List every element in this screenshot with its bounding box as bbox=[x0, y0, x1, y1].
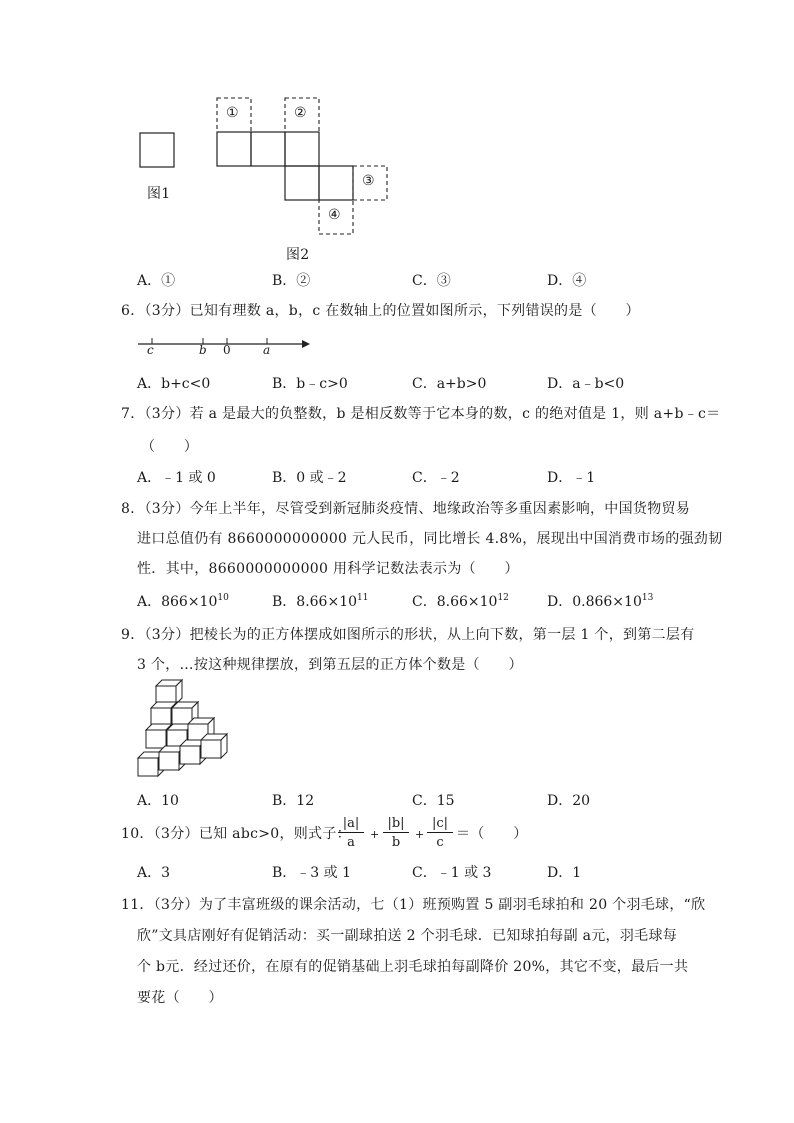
axis-label-b: b bbox=[199, 343, 207, 357]
q10-option-d[interactable]: D．1 bbox=[547, 865, 582, 881]
fig1-label: 图1 bbox=[147, 186, 171, 202]
q8-option-a-exp: 10 bbox=[217, 593, 229, 603]
q7-option-c[interactable]: C．﹣2 bbox=[412, 470, 460, 486]
marker-1: ① bbox=[226, 105, 239, 121]
q7-option-a[interactable]: A．﹣1 或 0 bbox=[137, 470, 216, 486]
q11-line2: 欣”文具店刚好有促销活动：买一副球拍送 2 个羽毛球．已知球拍每副 a元，羽毛球每 bbox=[137, 928, 678, 944]
q9-line2: 3 个，…按这种规律摆放，到第五层的正方体个数是（ ） bbox=[137, 657, 523, 673]
q7-option-b[interactable]: B．0 或﹣2 bbox=[272, 470, 347, 486]
q6-option-b[interactable]: B．b﹣c>0 bbox=[272, 376, 348, 392]
q6-option-a[interactable]: A．b+c<0 bbox=[137, 376, 211, 392]
q5-option-a[interactable]: A．① bbox=[137, 273, 176, 289]
q9-option-a[interactable]: A．10 bbox=[137, 793, 179, 809]
q10-fraction-c-den: c bbox=[436, 835, 444, 850]
q11-line3: 个 b元．经过还价，在原有的促销基础上羽毛球拍每副降价 20%，其它不变，最后一共 bbox=[137, 959, 689, 975]
axis-label-a: a bbox=[263, 343, 271, 357]
q8-option-c[interactable] bbox=[412, 591, 509, 611]
q9-line1: 9．（3分）把棱长为的正方体摆成如图所示的形状，从上向下数，第一层 1 个，到第二层有 bbox=[121, 627, 695, 643]
q10-option-c[interactable]: C．﹣1 或 3 bbox=[412, 865, 492, 881]
q10-plus-2: + bbox=[415, 828, 425, 841]
q9-option-c[interactable]: C．15 bbox=[412, 793, 455, 809]
q10-fraction-b-den: b bbox=[391, 835, 401, 850]
q8-option-c-base: C．8.66×10 bbox=[412, 594, 498, 610]
q10-option-a[interactable]: A．3 bbox=[137, 865, 171, 881]
axis-label-c: c bbox=[147, 343, 154, 357]
fig2-net bbox=[217, 132, 353, 200]
q7-option-d[interactable]: D．﹣1 bbox=[547, 470, 596, 486]
q7-stem-line2: （ ） bbox=[141, 439, 199, 455]
q8-option-b-exp: 11 bbox=[357, 593, 369, 603]
q10-fraction-a-num: |a| bbox=[342, 816, 360, 831]
q10-fraction-c-num: |c| bbox=[431, 816, 449, 831]
marker-4: ④ bbox=[328, 207, 341, 223]
axis-label-zero: 0 bbox=[223, 343, 231, 357]
q5-option-d[interactable]: D．④ bbox=[547, 273, 587, 289]
q10-fraction-b-num: |b| bbox=[387, 816, 405, 831]
q8-option-d[interactable] bbox=[547, 591, 653, 611]
q10-fraction-b bbox=[383, 816, 409, 850]
q8-option-a-base: A．866×10 bbox=[137, 594, 218, 610]
q8-line2: 进口总值仍有 8660000000000 元人民币，同比增长 4.8%，展现出中国消费市场的强劲韧 bbox=[137, 531, 723, 547]
q7-stem-line1: 7．（3分）若 a 是最大的负整数，b 是相反数等于它本身的数，c 的绝对值是 1，则 a+b﹣c＝ bbox=[121, 406, 721, 422]
q6-option-c[interactable]: C．a+b>0 bbox=[412, 376, 487, 392]
q11-line4: 要花（ ） bbox=[137, 990, 223, 1006]
marker-2: ② bbox=[294, 105, 307, 121]
q10-plus-1: + bbox=[370, 828, 380, 841]
q8-line3: 性．其中，8660000000000 用科学记数法表示为（ ） bbox=[137, 561, 519, 577]
q10-prefix: 10．（3分）已知 abc>0，则式子： bbox=[121, 826, 351, 842]
q9-option-d[interactable]: D．20 bbox=[547, 793, 591, 809]
q10-fraction-a bbox=[338, 816, 364, 850]
marker-3: ③ bbox=[362, 173, 375, 189]
q6-stem: 6．（3分）已知有理数 a，b，c 在数轴上的位置如图所示，下列错误的是（ ） bbox=[121, 303, 640, 319]
q10-fraction-a-den: a bbox=[347, 835, 355, 850]
q8-option-a[interactable] bbox=[137, 591, 229, 611]
q10-fraction-c bbox=[427, 816, 453, 850]
q5-figures bbox=[120, 90, 420, 265]
q8-option-b[interactable] bbox=[272, 591, 368, 611]
q9-cube-stack bbox=[134, 678, 244, 786]
q5-option-c[interactable]: C．③ bbox=[412, 273, 451, 289]
q10-suffix: ＝（ ） bbox=[456, 826, 528, 842]
q10-option-b[interactable]: B．﹣3 或 1 bbox=[272, 865, 352, 881]
q8-option-d-base: D．0.866×10 bbox=[547, 594, 642, 610]
fig2-label: 图2 bbox=[286, 247, 310, 263]
q8-option-c-exp: 12 bbox=[497, 593, 509, 603]
fig1-square bbox=[140, 133, 174, 167]
q5-option-b[interactable]: B．② bbox=[272, 273, 311, 289]
q11-line1: 11．（3分）为了丰富班级的课余活动，七（1）班预购置 5 副羽毛球拍和 20 个羽毛球，“欣 bbox=[121, 897, 706, 913]
q8-option-b-base: B．8.66×10 bbox=[272, 594, 358, 610]
q8-option-d-exp: 13 bbox=[641, 593, 654, 603]
q8-line1: 8．（3分）今年上半年，尽管受到新冠肺炎疫情、地缘政治等多重因素影响，中国货物贸易 bbox=[121, 501, 691, 517]
q6-option-d[interactable]: D．a﹣b<0 bbox=[547, 376, 625, 392]
q9-option-b[interactable]: B．12 bbox=[272, 793, 315, 809]
